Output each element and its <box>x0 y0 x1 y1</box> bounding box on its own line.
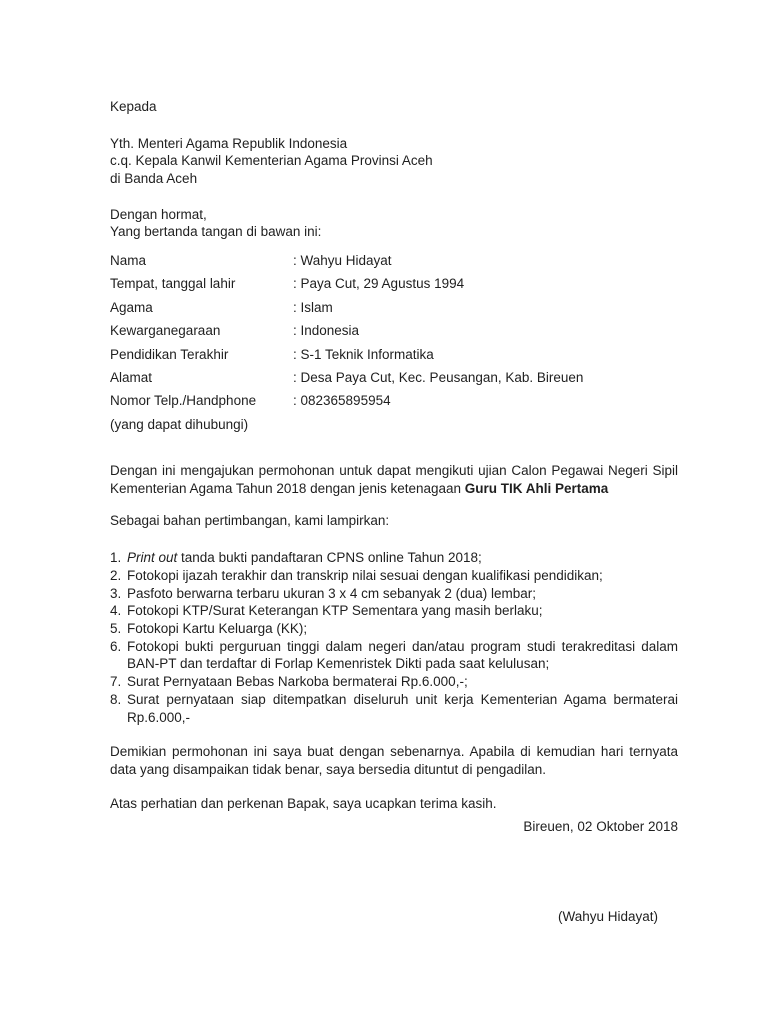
recipient-line-2: c.q. Kepala Kanwil Kementerian Agama Provinsi Aceh <box>110 153 433 169</box>
thanks-line: Atas perhatian dan perkenan Bapak, saya ucapkan terima kasih. <box>110 795 497 811</box>
attachment-number: 4. <box>110 603 122 619</box>
attachment-text: Fotokopi KTP/Surat Keterangan KTP Sementara yang masih berlaku; <box>127 603 543 619</box>
application-paragraph-text: Dengan ini mengajukan permohonan untuk dapat mengikuti ujian Calon Pegawai Negeri Sipil Kementerian Agama Tahun 2018 dengan jenis ketenagaan <box>110 463 678 496</box>
attachment-number: 8. <box>110 691 122 707</box>
salutation-line-2: Yang bertanda tangan di bawan ini: <box>110 224 322 240</box>
attachment-text: Fotokopi Kartu Keluarga (KK); <box>127 621 308 637</box>
attachment-item <box>110 549 678 567</box>
attachment-item <box>110 638 678 673</box>
attachment-item <box>110 602 678 620</box>
attachment-text: Fotokopi bukti perguruan tinggi dalam negeri dan/atau program studi terakreditasi dalam BAN-PT dan terdaftar di Forlap Kemenristek Dikti pada saat kelulusan; <box>127 638 678 672</box>
salutation-block <box>110 206 678 241</box>
recipient-heading: Kepada <box>110 99 157 114</box>
detail-value: : S-1 Teknik Informatika <box>293 346 434 362</box>
application-paragraph <box>110 462 678 497</box>
closing-paragraph: Demikian permohonan ini saya buat dengan sebenarnya. Apabila di kemudian hari ternyata data yang disampaikan tidak benar, saya bersedia dituntut di pengadilan. <box>110 744 678 777</box>
detail-value: : Islam <box>293 299 333 315</box>
detail-label: Agama <box>110 299 153 315</box>
recipient-line-1: Yth. Menteri Agama Republik Indonesia <box>110 135 348 151</box>
attachment-item <box>110 691 678 726</box>
personal-detail-row <box>110 272 678 295</box>
attachment-item <box>110 673 678 691</box>
recipient-line-3: di Banda Aceh <box>110 171 198 187</box>
personal-detail-row <box>110 413 678 436</box>
personal-detail-row <box>110 249 678 272</box>
attachment-text: Fotokopi ijazah terakhir dan transkrip nilai sesuai dengan kualifikasi pendidikan; <box>127 567 603 583</box>
attachments-list <box>110 549 678 726</box>
detail-value: : Desa Paya Cut, Kec. Peusangan, Kab. Bireuen <box>293 369 584 385</box>
recipient-address <box>110 135 678 188</box>
detail-label: Pendidikan Terakhir <box>110 346 229 362</box>
attachment-text: Surat Pernyataan Bebas Narkoba bermaterai Rp.6.000,-; <box>127 674 468 690</box>
personal-detail-row <box>110 389 678 412</box>
attachment-item <box>110 585 678 603</box>
detail-value: : Indonesia <box>293 323 360 339</box>
attachment-item <box>110 620 678 638</box>
attachment-number: 1. <box>110 550 122 566</box>
attachment-italic-text: Print out <box>127 550 178 566</box>
personal-detail-row <box>110 296 678 319</box>
attachments-intro: Sebagai bahan pertimbangan, kami lampirkan: <box>110 512 390 528</box>
attachment-number: 5. <box>110 621 122 637</box>
detail-value: : Paya Cut, 29 Agustus 1994 <box>293 276 465 292</box>
detail-label: Nomor Telp./Handphone <box>110 393 257 409</box>
detail-label: Tempat, tanggal lahir <box>110 276 236 292</box>
attachment-number: 3. <box>110 585 122 601</box>
attachment-item <box>110 567 678 585</box>
personal-details-table <box>110 249 678 436</box>
detail-label: Nama <box>110 252 147 268</box>
signature-name: (Wahyu Hidayat) <box>557 909 658 925</box>
attachment-number: 6. <box>110 638 122 654</box>
job-type-bold: Guru TIK Ahli Pertama <box>464 480 609 496</box>
date-line: Bireuen, 02 Oktober 2018 <box>523 819 678 835</box>
attachment-number: 2. <box>110 567 122 583</box>
attachment-text: tanda bukti pandaftaran CPNS online Tahun 2018; <box>177 550 482 566</box>
detail-label: Alamat <box>110 369 153 385</box>
letter-content <box>110 98 678 926</box>
attachment-text: Pasfoto berwarna terbaru ukuran 3 x 4 cm sebanyak 2 (dua) lembar; <box>127 585 536 601</box>
salutation-line-1: Dengan hormat, <box>110 206 207 222</box>
personal-detail-row <box>110 366 678 389</box>
detail-value: : 082365895954 <box>293 393 391 409</box>
attachment-text: Surat pernyataan siap ditempatkan diseluruh unit kerja Kementerian Agama bermaterai Rp.6.000,- <box>127 691 678 725</box>
personal-detail-row <box>110 343 678 366</box>
detail-value: : Wahyu Hidayat <box>293 252 392 268</box>
detail-label: (yang dapat dihubungi) <box>110 416 249 432</box>
attachment-number: 7. <box>110 674 122 690</box>
detail-label: Kewarganegaraan <box>110 323 221 339</box>
personal-detail-row <box>110 319 678 342</box>
